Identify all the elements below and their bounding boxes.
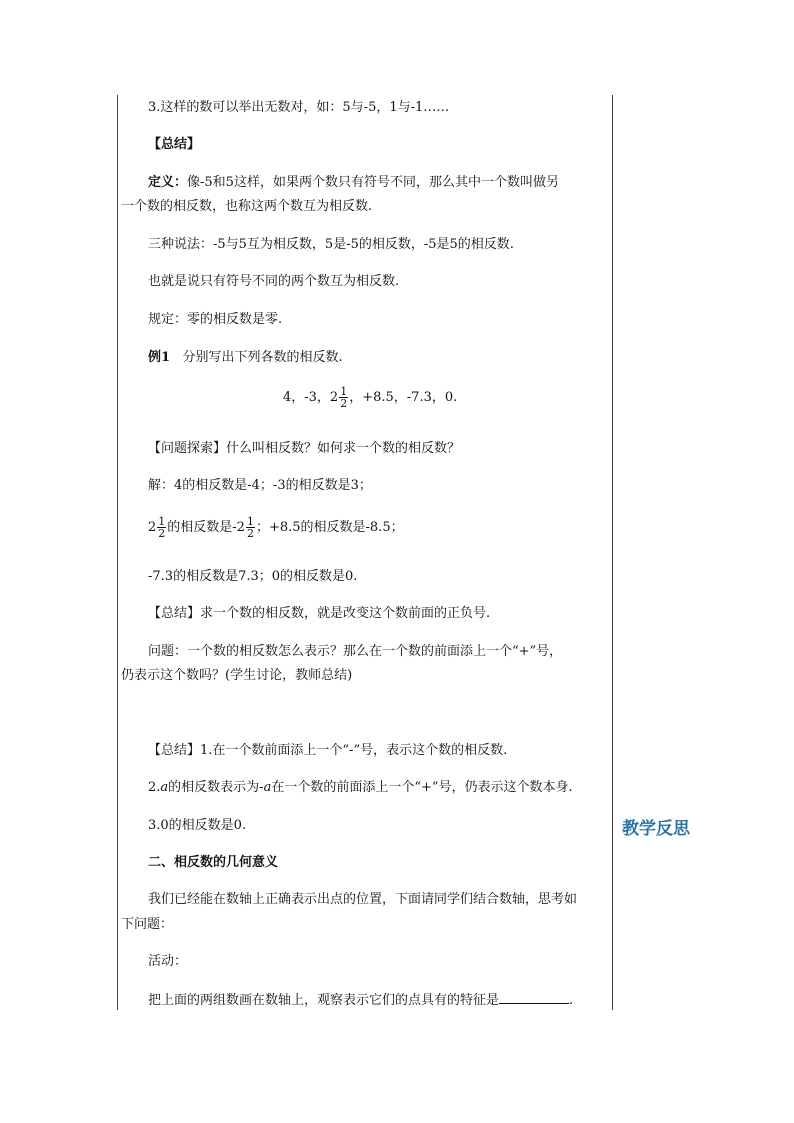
fraction-numerator: 1 (158, 515, 166, 528)
summary-3-item-3: 3.0的相反数是0. (148, 818, 247, 833)
list-item-3: 3.这样的数可以举出无数对，如：5与-5，1与-1…… (148, 100, 450, 115)
vertical-divider-left (117, 95, 118, 1010)
vertical-divider-right (612, 95, 613, 1010)
fraction-denominator: 2 (246, 527, 254, 540)
final-question (148, 991, 573, 1010)
fraction-half (339, 386, 348, 409)
teaching-reflection-label: 教学反思 (622, 819, 690, 839)
rule-text: 规定：零的相反数是零. (148, 312, 283, 327)
activity-label: 活动： (148, 954, 188, 969)
question-line-1: 问题：一个数的相反数怎么表示？那么在一个数的前面添上一个“+”号， (148, 644, 563, 659)
summary-3-item-2 (148, 779, 573, 797)
fraction-denominator: 2 (158, 527, 166, 540)
answer-blank[interactable] (499, 991, 569, 1004)
final-question-text: 把上面的两组数画在数轴上，观察表示它们的点具有的特征是 (148, 993, 500, 1008)
fraction-denominator: 2 (340, 397, 348, 410)
definition-text: 像-5和5这样，如果两个数只有符号不同，那么其中一个数叫做另 (187, 175, 559, 190)
definition-label: 定义： (148, 175, 188, 190)
list-prefix: 4，-3，2 (283, 390, 339, 405)
example-1 (148, 349, 343, 367)
fraction-numerator: 1 (246, 515, 254, 528)
summary-heading: 【总结】 (148, 137, 201, 152)
list-suffix: ，+8.5，-7.3，0. (349, 390, 458, 405)
variable-a: a (160, 780, 169, 795)
paragraph-line-2: 下问题： (121, 917, 174, 932)
problem-explore: 【问题探索】什么叫相反数？如何求一个数的相反数？ (148, 441, 461, 456)
solution-mid: 的相反数是-2 (167, 520, 245, 535)
item-mid: 的相反数表示为- (168, 780, 264, 795)
section-2-heading: 二、相反数的几何意义 (148, 855, 279, 870)
example-text: 分别写出下列各数的相反数. (182, 350, 343, 365)
also-text: 也就是说只有符号不同的两个数互为相反数. (148, 274, 400, 289)
mixed-whole: 2 (148, 520, 157, 535)
three-ways-text: 三种说法：-5与5互为相反数，5是-5的相反数，-5是5的相反数. (148, 237, 514, 252)
fraction-half-a (157, 516, 166, 539)
question-line-2: 仍表示这个数吗？(学生讨论，教师总结) (121, 668, 353, 683)
item-end: 在一个数的前面添上一个“+”号，仍表示这个数本身. (271, 780, 573, 795)
solution-line-1: 解：4的相反数是-4；-3的相反数是3； (148, 478, 372, 493)
item-number: 2. (148, 780, 161, 795)
summary-3-item-1: 【总结】1.在一个数前面添上一个“-”号，表示这个数的相反数. (148, 743, 508, 758)
example-label: 例1 (148, 350, 171, 365)
summary-2: 【总结】求一个数的相反数，就是改变这个数前面的正负号. (148, 606, 491, 621)
definition-line-1 (148, 174, 559, 192)
solution-end: ；+8.5的相反数是-8.5； (255, 520, 404, 535)
final-period: . (569, 993, 574, 1008)
fraction-numerator: 1 (340, 385, 348, 398)
variable-a: a (263, 780, 272, 795)
solution-line-3: -7.3的相反数是7.3；0的相反数是0. (148, 569, 358, 584)
definition-line-2: 一个数的相反数，也称这两个数互为相反数. (121, 199, 373, 214)
example-number-list (283, 386, 457, 409)
fraction-half-b (246, 516, 255, 539)
paragraph-line-1: 我们已经能在数轴上正确表示出点的位置，下面请同学们结合数轴，思考如 (148, 892, 578, 907)
solution-line-2 (148, 516, 404, 539)
